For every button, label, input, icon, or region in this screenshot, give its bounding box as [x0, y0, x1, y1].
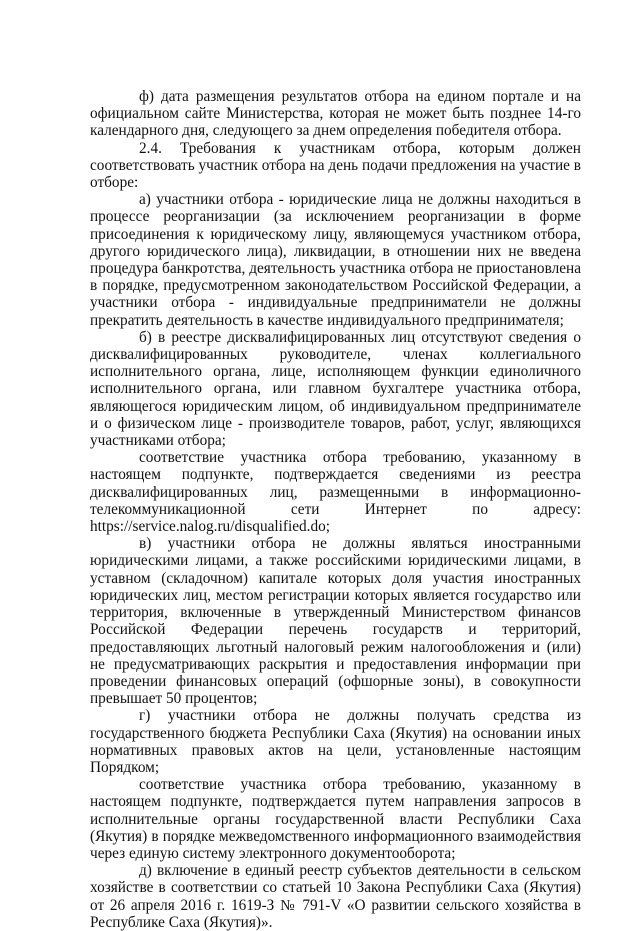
paragraph-item-d: д) включение в единый реестр субъектов деятельности в сельском хозяйстве в соответствии со статьей 10 Закона Республики Саха (Якутия) от 26 апреля 2016 г. 1619-З № 791-V «О развитии сельского хозяйства в Республике Саха (Якутия)».	[90, 862, 581, 931]
paragraph-item-v: в) участники отбора не должны являться иностранными юридическими лицами, а также российскими юридическими лицами, в уставном (складочном) капитале которых доля участия иностранных юридических лиц, местом регистрации которых является государство или территория, включенные в утвержденный Министерством финансов Российской Федерации перечень государств и территорий, предоставляющих льготный налоговый режим налогообложения и (или) не предусматривающих раскрытия и предоставления информации при проведении финансовых операций (офшорные зоны), в совокупности превышает 50 процентов;	[90, 535, 581, 708]
paragraph-item-b: б) в реестре дисквалифицированных лиц отсутствуют сведения о дисквалифицированных руководителе, членах коллегиального исполнительного органа, лице, исполняющем функции единоличного исполнительного органа, или главном бухгалтере участника отбора, являющегося юридическим лицом, об индивидуальном предпринимателе и о физическом лице - производителе товаров, работ, услуг, являющихся участниками отбора;	[90, 328, 581, 450]
paragraph-item-g-compliance: соответствие участника отбора требованию, указанному в настоящем подпункте, подтверждается путем направления запросов в исполнительные органы государственной власти Республики Саха (Якутия) в порядке межведомственного информационного взаимодействия через единую систему электронного документооборота;	[90, 776, 581, 862]
document-body	[90, 88, 581, 931]
paragraph-item-b-compliance: соответствие участника отбора требованию, указанному в настоящем подпункте, подтверждается сведениями из реестра дисквалифицированных лиц, размещенными в информационно-телекоммуникационной сети Интернет по адресу: https://service.nalog.ru/disqualified.do;	[90, 449, 581, 536]
paragraph-section-2-4: 2.4. Требования к участникам отбора, которым должен соответствовать участник отбора на день подачи предложения на участие в отборе:	[90, 139, 581, 192]
paragraph-item-a: а) участники отбора - юридические лица не должны находиться в процессе реорганизации (за исключением реорганизации в форме присоединения к юридическому лицу, являющемуся участником отбора, другого юридического лица), ликвидации, в отношении них не введена процедура банкротства, деятельность участника отбора не приостановлена в порядке, предусмотренном законодательством Российской Федерации, а участники отбора - индивидуальные предприниматели не должны прекратить деятельность в качестве индивидуального предпринимателя;	[90, 191, 581, 329]
paragraph-item-g: г) участники отбора не должны получать средства из государственного бюджета Республики Саха (Якутия) на основании иных нормативных правовых актов на цели, установленные настоящим Порядком;	[90, 707, 581, 776]
paragraph-item-f: ф) дата размещения результатов отбора на едином портале и на официальном сайте Министерства, которая не может быть позднее 14-го календарного дня, следующего за днем определения победителя отбора.	[90, 88, 581, 140]
